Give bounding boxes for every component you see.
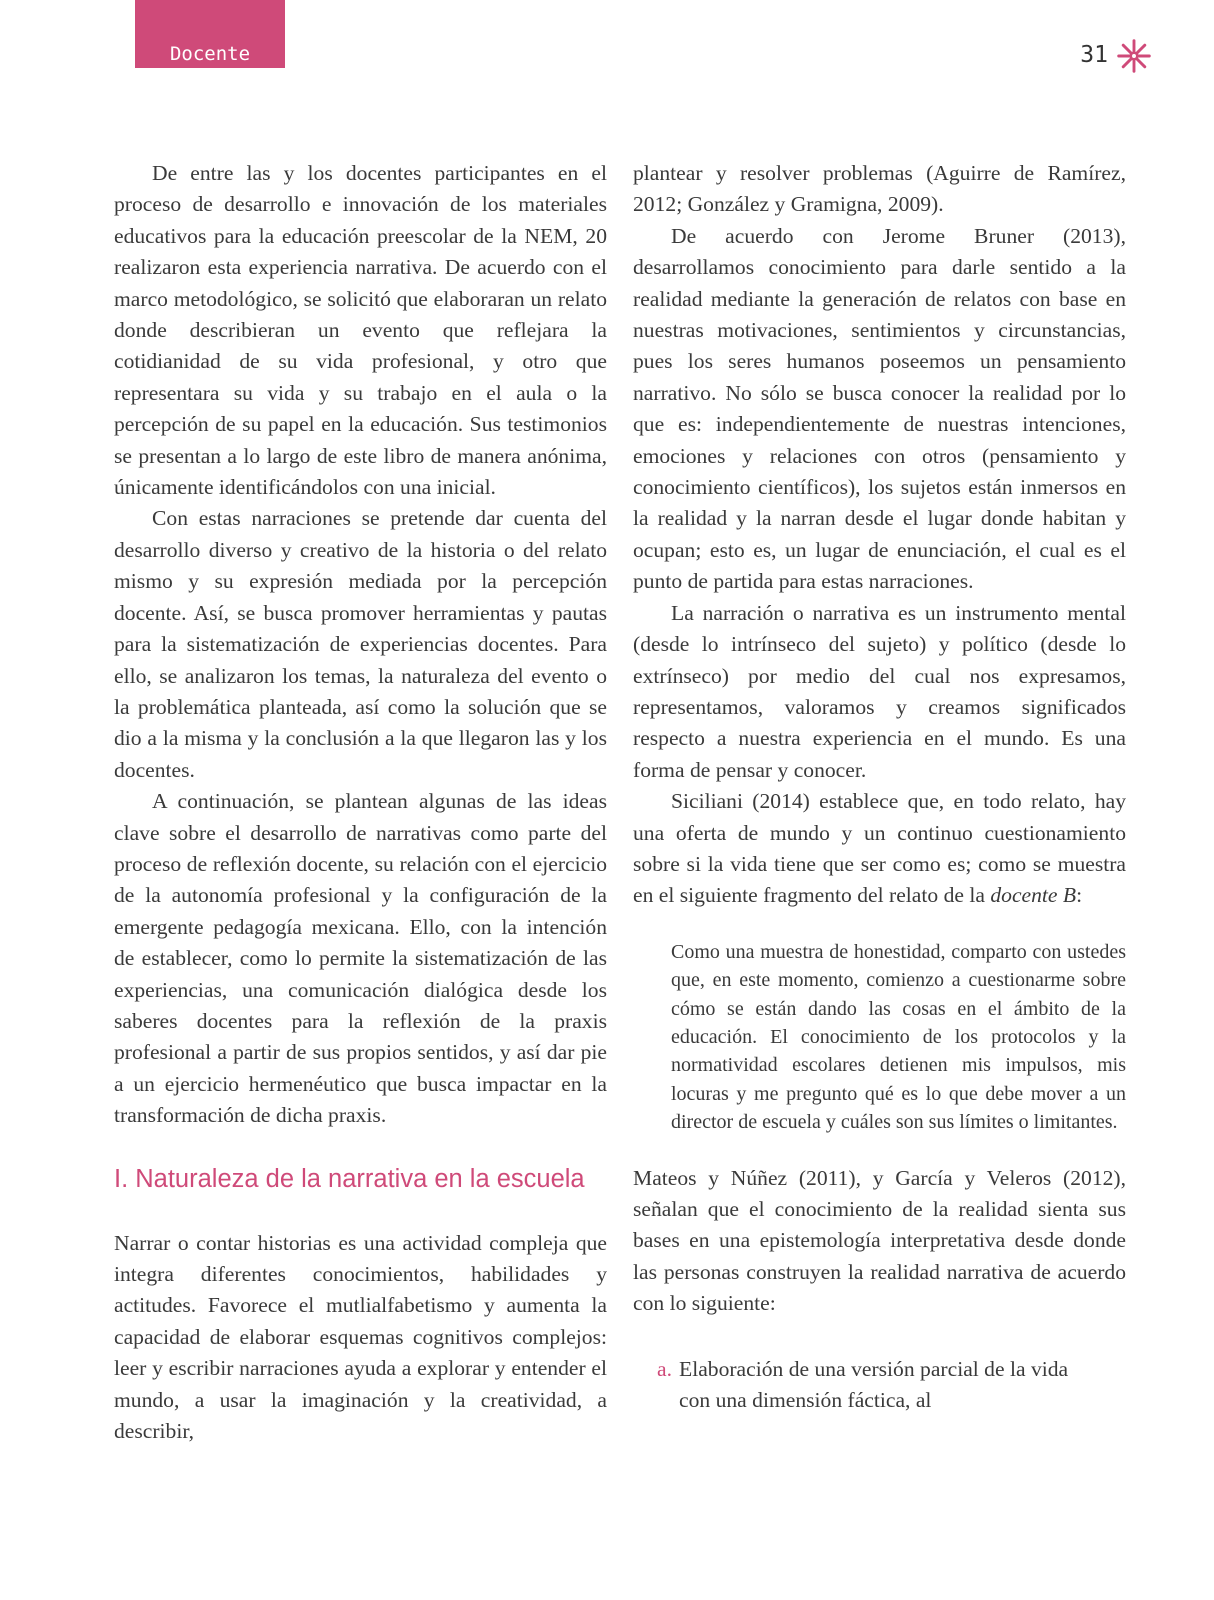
emphasis: docente B bbox=[990, 883, 1077, 908]
paragraph bbox=[633, 786, 1126, 912]
paragraph: plantear y resolver problemas (Aguirre de Ramírez, 2012; González y Gramigna, 2009). bbox=[633, 161, 1126, 217]
right-column bbox=[633, 158, 1126, 1416]
list-item bbox=[657, 1354, 1077, 1417]
section-heading: I. Naturaleza de la narrativa en la escuela bbox=[114, 1164, 585, 1193]
page-number: 31 bbox=[1080, 42, 1108, 68]
left-column bbox=[114, 158, 607, 1447]
paragraph: Con estas narraciones se pretende dar cuenta del desarrollo diverso y creativo de la historia o del relato mismo y su expresión mediada por la percepción docente. Así, se busca promover herramientas y pautas para la sistematización de experiencias docentes. Para ello, se analizaron los temas, la naturaleza del evento o la problemática planteada, así como la solución que se dio a la misma y la conclusión a la que llegaron las y los docentes. bbox=[114, 506, 607, 782]
section-tab-label: Docente bbox=[169, 43, 251, 65]
paragraph bbox=[114, 158, 607, 503]
paragraph-text: , 20 realizaron esta experiencia narrativa. De acuerdo con el marco metodológico, se solicitó que elaboraran un relato donde describieran un evento que reflejara la cotidianidad de su vida profesional, y otro que representara su vida y su trabajo en el aula o la percepción de su papel en la educación. Sus testimonios se presentan a lo largo de este libro de manera anónima, únicamente identificándolos con una inicial. bbox=[114, 223, 608, 500]
paragraph-text: Siciliani (2014) establece que, en todo relato, hay una oferta de mundo y un continuo cuestionamiento sobre si la vida tiene que ser como es; como se muestra en el siguiente fragmento del relato de la bbox=[633, 789, 1126, 908]
paragraph-text: De entre las y los docentes participantes en el proceso de desarrollo e innovación de los materiales educativos para la educación preescolar de la bbox=[114, 161, 607, 248]
quote-text: Como una muestra de honestidad, comparto con ustedes que, en este momento, comienzo a cuestionarme sobre cómo se están dando las cosas en el ámbito de la educación. El conocimiento de los protocolos y la normatividad escolares detienen mis impulsos, mis locuras y me pregunto qué es lo que debe mover a un director de escuela y cuáles son sus límites o limitantes. bbox=[671, 940, 1126, 1134]
list-text: Elaboración de una versión parcial de la vida con una dimensión fáctica, al bbox=[679, 1356, 1069, 1413]
block-quote bbox=[671, 938, 1126, 1137]
list-letter: a. bbox=[657, 1356, 672, 1381]
section-tab bbox=[135, 0, 285, 68]
paragraph: Mateos y Núñez (2011), y García y Veleros (2012), señalan que el conocimiento de la realidad sienta sus bases en una epistemología interpretativa desde donde las personas construyen la realidad narrativa de acuerdo con lo siguiente: bbox=[633, 1165, 1126, 1316]
paragraph: De acuerdo con Jerome Bruner (2013), desarrollamos conocimiento para darle sentido a la realidad mediante la generación de relatos con base en nuestras motivaciones, sentimientos y circunstancias, pues los seres humanos poseemos un pensamiento narrativo. No sólo se busca conocer la realidad por lo que es: independientemente de nuestras intenciones, emociones y relaciones con otros (pensamiento y conocimiento científicos), los sujetos están inmersos en la realidad y la narran desde el lugar donde habitan y ocupan; esto es, un lugar de enunciación, el cual es el punto de partida para estas narraciones. bbox=[633, 223, 1126, 594]
paragraph-text: : bbox=[1076, 883, 1083, 908]
asterisk-flower-icon bbox=[1116, 38, 1152, 74]
paragraph: La narración o narrativa es un instrumento mental (desde lo intrínseco del sujeto) y político (desde lo extrínseco) por medio del cual nos expresamos, representamos, valoramos y creamos significados respecto a nuestra experiencia en el mundo. Es una forma de pensar y conocer. bbox=[633, 600, 1126, 782]
paragraph: A continuación, se plantean algunas de las ideas clave sobre el desarrollo de narrativas como parte del proceso de reflexión docente, su relación con el ejercicio de la autonomía profesional y la configuración de la emergente pedagogía mexicana. Ello, con la intención de establecer, como lo permite la sistematización de las experiencias, una comunicación dialógica desde los saberes docentes para la reflexión de la praxis profesional a partir de sus propios sentidos, y así dar pie a un ejercicio hermenéutico que busca impactar en la transformación de dicha praxis. bbox=[114, 789, 607, 1128]
paragraph: Narrar o contar historias es una actividad compleja que integra diferentes conocimientos, habilidades y actitudes. Favorece el mutlialfabetismo y aumenta la capacidad de elaborar esquemas cognitivos complejos: leer y escribir narraciones ayuda a explorar y entender el mundo, a usar la imaginación y la creatividad, a describir, bbox=[114, 1230, 607, 1444]
acronym-nem: NEM bbox=[524, 223, 573, 248]
